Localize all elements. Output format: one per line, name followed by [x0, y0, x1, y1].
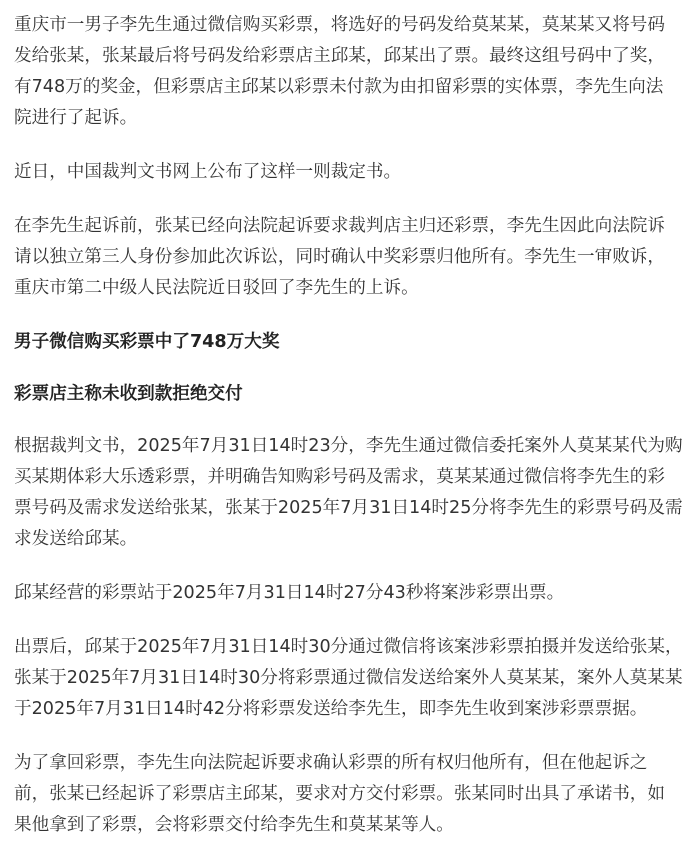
- paragraph-ticket-issued: [14, 578, 694, 609]
- text-line: 为了拿回彩票，李先生向法院起诉要求确认彩票的所有权归他所有，但在他起诉之: [14, 753, 648, 773]
- text-line: 张某于2025年7月31日14时30分将彩票通过微信发送给案外人莫某某，案外人莫某某: [14, 668, 683, 688]
- text-line: 根据裁判文书，2025年7月31日14时23分，李先生通过微信委托案外人莫某某代为购: [14, 436, 683, 456]
- article-body: [14, 10, 694, 864]
- text-line: 邱某经营的彩票站于2025年7月31日14时27分43秒将案涉彩票出票。: [14, 583, 565, 603]
- text-line: 院进行了起诉。: [14, 108, 138, 128]
- text-line: 求发送给邱某。: [14, 529, 138, 549]
- text-line: 有748万的奖金，但彩票店主邱某以彩票未付款为由扣留彩票的实体票，李先生向法: [14, 77, 664, 97]
- paragraph-ruling-published: [14, 157, 694, 188]
- paragraph-timeline: [14, 431, 694, 555]
- paragraph-intro: [14, 10, 694, 134]
- paragraph-lawsuit: [14, 748, 694, 841]
- text-line: 发给张某，张某最后将号码发给彩票店主邱某，邱某出了票。最终这组号码中了奖，: [14, 46, 665, 66]
- section-heading-1: 男子微信购买彩票中了748万大奖: [14, 332, 280, 352]
- paragraph-ticket-forwarded: [14, 632, 694, 725]
- paragraph-appeal: [14, 211, 694, 304]
- text-line: 于2025年7月31日14时42分将彩票发送给李先生，即李先生收到案涉彩票票据。: [14, 699, 648, 719]
- text-line: 重庆市一男子李先生通过微信购买彩票，将选好的号码发给莫某某，莫某某又将号码: [14, 15, 665, 35]
- text-line: 果他拿到了彩票，会将彩票交付给李先生和莫某某等人。: [14, 815, 454, 835]
- text-line: 出票后，邱某于2025年7月31日14时30分通过微信将该案涉彩票拍摄并发送给张某，: [14, 637, 683, 657]
- text-line: 请以独立第三人身份参加此次诉讼，同时确认中奖彩票归他所有。李先生一审败诉，: [14, 247, 665, 267]
- text-line: 前，张某已经起诉了彩票店主邱某，要求对方交付彩票。张某同时出具了承诺书，如: [14, 784, 665, 804]
- text-line: 近日，中国裁判文书网上公布了这样一则裁定书。: [14, 162, 402, 182]
- text-line: 买某期体彩大乐透彩票，并明确告知购彩号码及需求，莫某某通过微信将李先生的彩: [14, 467, 665, 487]
- section-heading-2: 彩票店主称未收到款拒绝交付: [14, 384, 243, 404]
- text-line: 重庆市第二中级人民法院近日驳回了李先生的上诉。: [14, 278, 419, 298]
- text-line: 在李先生起诉前，张某已经向法院起诉要求裁判店主归还彩票，李先生因此向法院诉: [14, 216, 665, 236]
- text-line: 票号码及需求发送给张某，张某于2025年7月31日14时25分将李先生的彩票号码及需: [14, 498, 683, 518]
